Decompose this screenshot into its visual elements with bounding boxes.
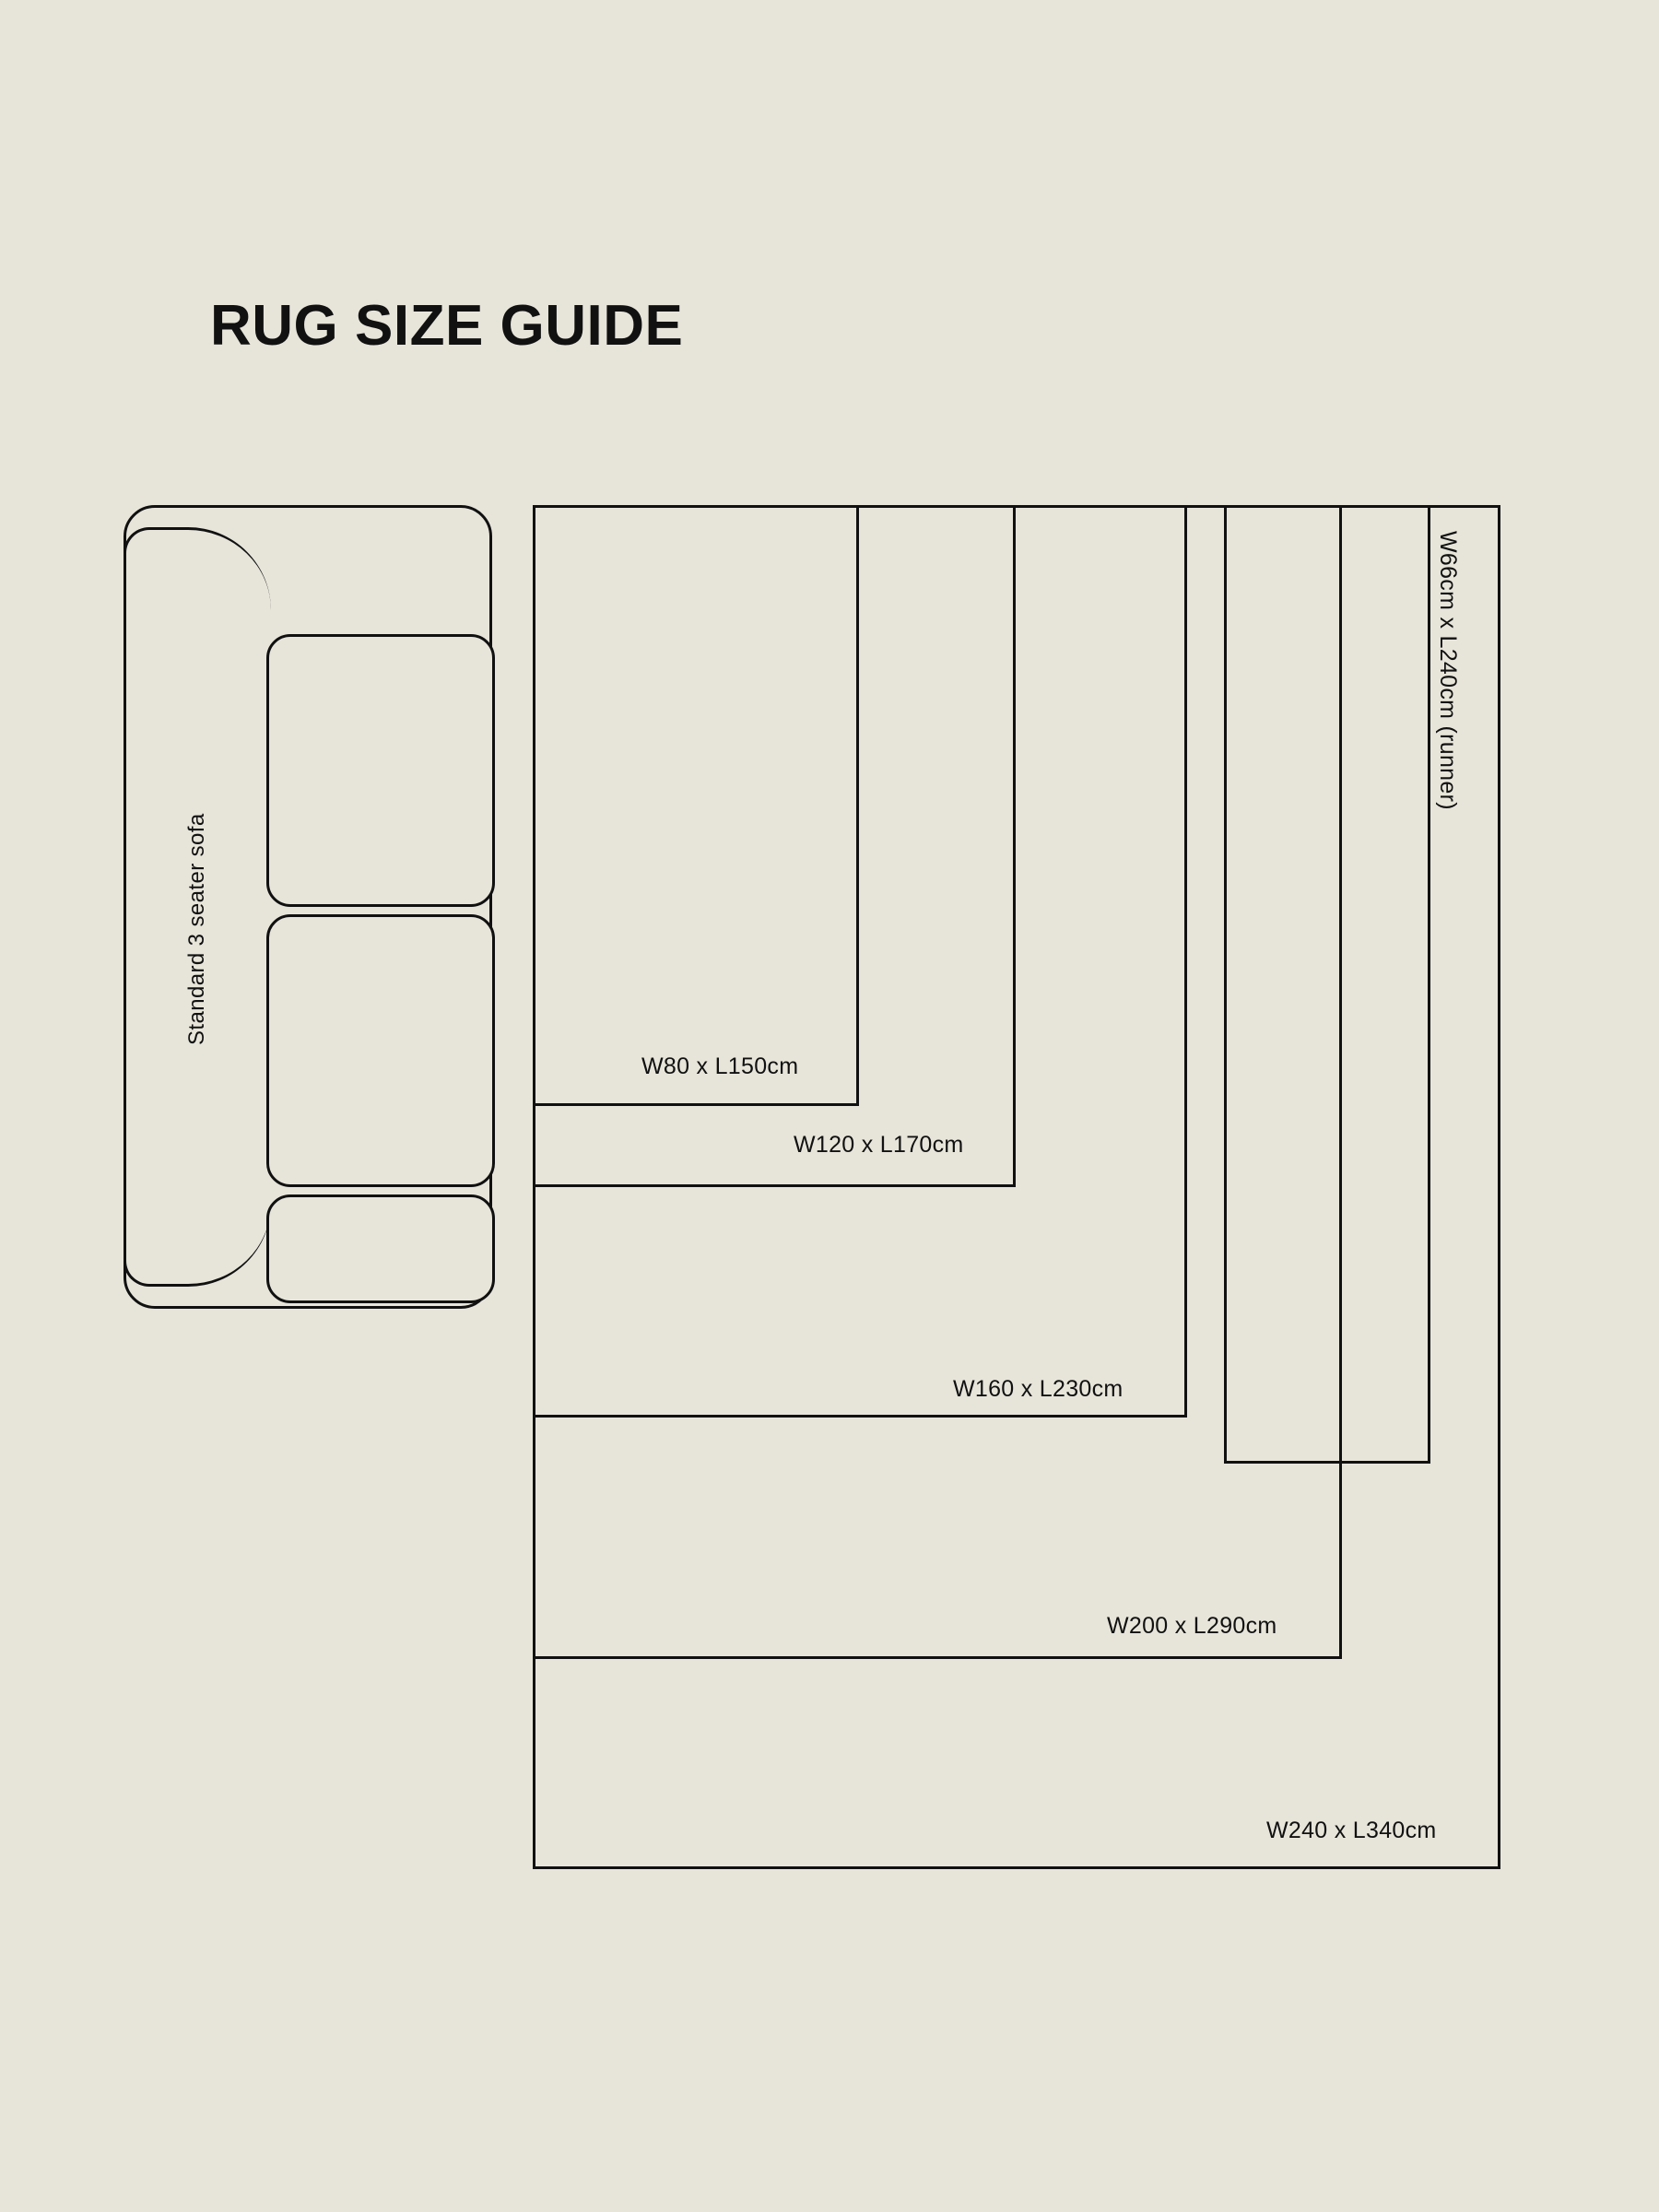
sofa-label: Standard 3 seater sofa: [184, 813, 209, 1045]
sofa-cushion-top: [266, 634, 495, 907]
rug-label-w200-l290: W200 x L290cm: [1101, 1613, 1283, 1640]
rug-label-w160-l230: W160 x L230cm: [947, 1376, 1129, 1403]
page-title: RUG SIZE GUIDE: [210, 294, 684, 358]
sofa-cushion-bottom: [266, 914, 495, 1187]
rug-label-w240-l340: W240 x L340cm: [1261, 1818, 1442, 1844]
rug-label-w120-l170: W120 x L170cm: [788, 1132, 970, 1159]
rug-label-w80-l150: W80 x L150cm: [636, 1053, 804, 1080]
sofa-seat-front: [266, 1194, 495, 1303]
sofa-diagram: [124, 505, 492, 1309]
rug-outline-w80-l150: [533, 505, 859, 1106]
rug-label-w66-l240-runner: W66cm x L240cm (runner): [1434, 525, 1461, 816]
